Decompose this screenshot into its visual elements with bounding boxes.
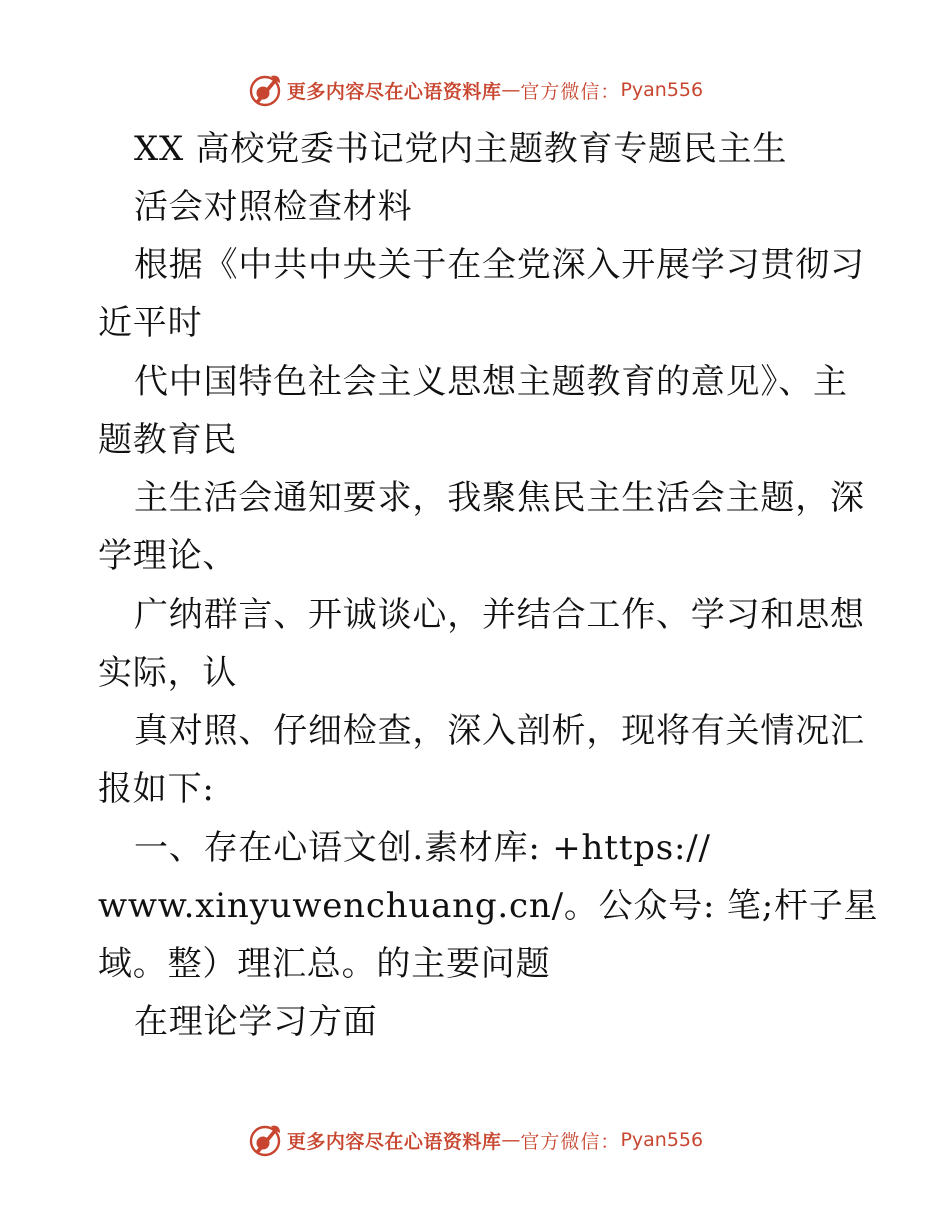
- text-line: 真对照、仔细检查，深入剖析，现将有关情况汇: [134, 711, 865, 751]
- url-line: www.xinyuwenchuang.cn/。公众号: 笔;杆子星: [98, 886, 879, 926]
- text-line: 代中国特色社会主义思想主题教育的意见》、主: [134, 362, 848, 402]
- text-line: 报如下:: [98, 769, 215, 809]
- banner-brand: 更多内容尽在心语资料库: [286, 80, 502, 103]
- text-line: 根据《中共中央关于在全党深入开展学习贯彻习: [134, 245, 865, 285]
- section-heading-line: 一、存在心语文创.素材库: +https://: [134, 828, 711, 868]
- title-line-2: 活会对照检查材料: [134, 187, 413, 227]
- banner-official-label: 官方微信：: [520, 80, 621, 103]
- text-line: 学理论、: [98, 536, 238, 576]
- banner-wechat-id: Pyan556: [620, 1129, 704, 1151]
- banner-brand: 更多内容尽在心语资料库: [286, 1130, 502, 1153]
- footer-banner: [0, 1118, 950, 1162]
- banner-separator: —: [501, 1129, 521, 1151]
- text-line: 近平时: [98, 303, 203, 343]
- banner-separator: —: [501, 79, 521, 101]
- quill-logo-icon: [247, 72, 283, 108]
- banner-official-label: 官方微信：: [520, 1130, 621, 1153]
- title-line-1: XX 高校党委书记党内主题教育专题民主生: [134, 129, 788, 169]
- header-banner: [0, 68, 950, 112]
- text-line: 题教育民: [98, 420, 238, 460]
- text-line: 主生活会通知要求，我聚焦民主生活会主题，深: [134, 478, 865, 518]
- subsection-heading: 在理论学习方面: [134, 1002, 378, 1042]
- quill-logo-icon: [247, 1122, 283, 1158]
- text-line: 实际，认: [98, 653, 238, 693]
- banner-wechat-id: Pyan556: [620, 79, 704, 101]
- text-line: 广纳群言、开诚谈心，并结合工作、学习和思想: [134, 595, 865, 635]
- text-line: 域。整）理汇总。的主要问题: [98, 944, 551, 984]
